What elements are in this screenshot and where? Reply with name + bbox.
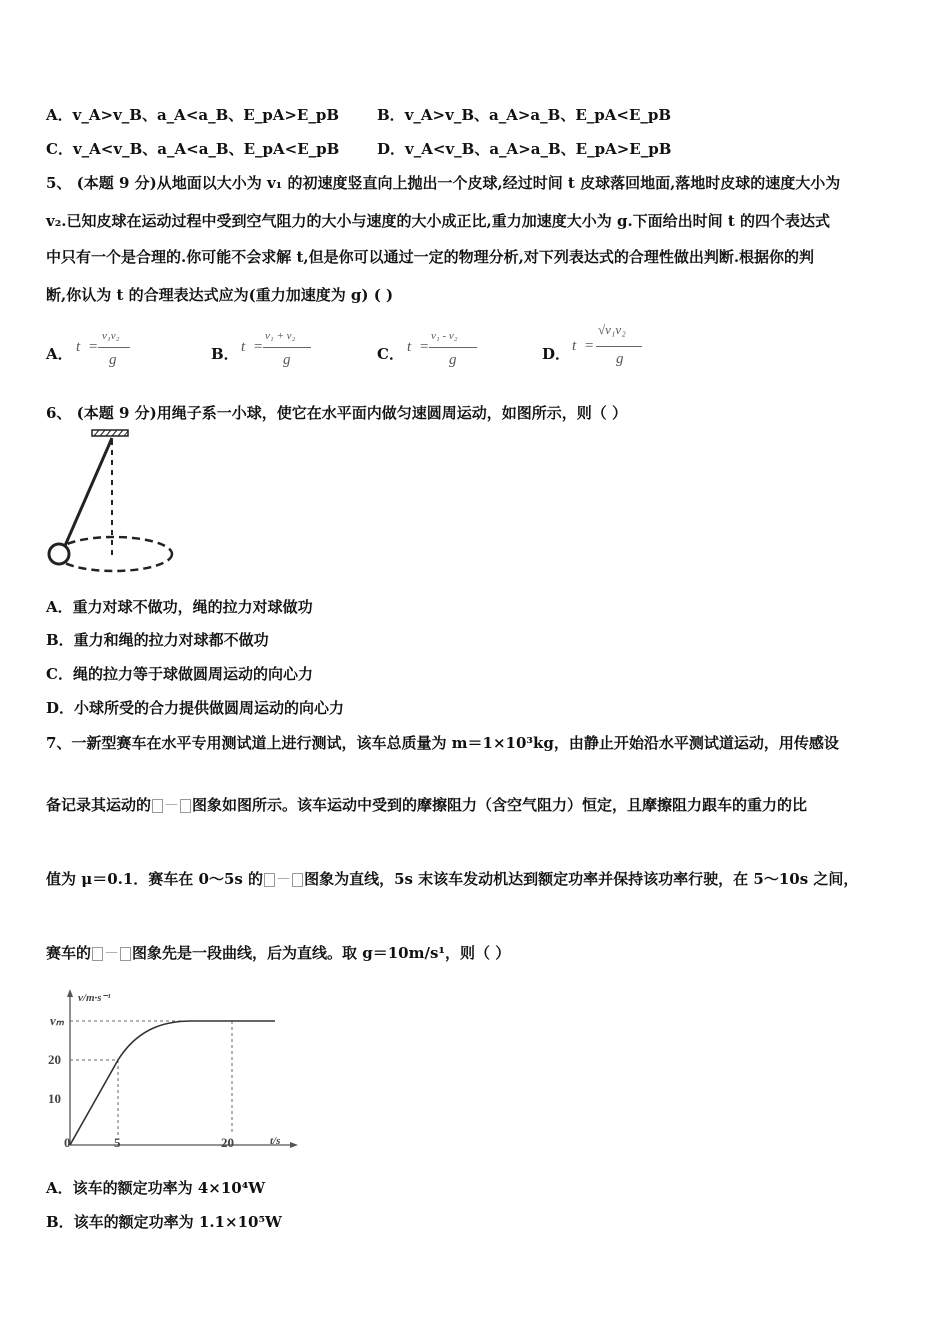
y-axis-arrow-icon [67, 989, 73, 997]
missing-glyph-icon [180, 799, 191, 813]
q6-option-a: A．重力对球不做功，绳的拉力对球做功 [46, 598, 313, 616]
y-axis-label: v/m·s⁻¹ [78, 992, 111, 1004]
rope [64, 438, 112, 548]
q7-option-a: A．该车的额定功率为 4×10⁴W [46, 1179, 266, 1197]
missing-glyph-icon [264, 873, 275, 887]
missing-glyph-icon [292, 873, 303, 887]
x-axis-label: t/s [270, 1135, 281, 1147]
q4-option-c: C．v_A<v_B、a_A<a_B、E_pA<E_pB [46, 140, 340, 158]
q5-stem-line-3: 中只有一个是合理的.你可能不会求解 t,但是你可以通过一定的物理分析,对下列表达式的合理性做出判断.根据你的判 [46, 248, 815, 266]
q5-option-a-formula: t = v₁v₂ g [76, 330, 136, 372]
q7-stem-line-2: 备记录其运动的 － 图象如图所示。该车运动中受到的摩擦阻力（含空气阻力）恒定，且摩擦阻力跟车的重力的比 [46, 796, 808, 814]
x-tick-5: 5 [114, 1135, 121, 1150]
missing-glyph-icon [92, 947, 103, 961]
q5-option-d-label: D． [542, 345, 571, 363]
x-tick-20: 20 [221, 1135, 234, 1150]
q5-stem-line-1: 5、 (本题 9 分)从地面以大小为 v₁ 的初速度竖直向上抛出一个皮球,经过时间 t 皮球落回地面,落地时皮球的速度大小为 [46, 174, 841, 192]
q7-stem-line-1: 7、一新型赛车在水平专用测试道上进行测试，该车总质量为 m＝1×10³kg，由静止开始沿水平测试道运动，用传感设 [46, 734, 839, 752]
x-tick-0: 0 [64, 1135, 71, 1150]
q5-option-b-label: B． [211, 345, 239, 363]
conical-pendulum-figure [44, 428, 184, 578]
y-tick-10: 10 [48, 1091, 61, 1106]
ball [49, 544, 69, 564]
q4-option-d-text: v_A<v_B、a_A>a_B、E_pA>E_pB [405, 140, 672, 158]
q4-option-d: D．v_A<v_B、a_A>a_B、E_pA>E_pB [377, 140, 672, 158]
q4-option-a-text: v_A>v_B、a_A<a_B、E_pA>E_pB [72, 106, 340, 124]
q7-vt-graph [40, 985, 300, 1155]
missing-glyph-icon [152, 799, 163, 813]
q5-option-a-label: A． [46, 345, 73, 363]
q7-option-b: B．该车的额定功率为 1.1×10⁵W [46, 1213, 282, 1231]
q6-option-b: B．重力和绳的拉力对球都不做功 [46, 631, 269, 649]
q4-option-a: A．v_A>v_B、a_A<a_B、E_pA>E_pB [46, 106, 340, 124]
q6-option-c: C．绳的拉力等于球做圆周运动的向心力 [46, 665, 313, 683]
circular-path [56, 537, 172, 571]
y-tick-vm: vₘ [50, 1013, 64, 1028]
vt-curve [70, 1021, 275, 1145]
q7-stem-line-3: 值为 μ＝0.1．赛车在 0～5s 的 － 图象为直线，5s 末该车发动机达到额定功率并保持该功率行驶，在 5～10s 之间， [46, 870, 859, 888]
q4-option-b-text: v_A>v_B、a_A>a_B、E_pA<E_pB [404, 106, 672, 124]
q4-option-c-text: v_A<v_B、a_A<a_B、E_pA<E_pB [72, 140, 340, 158]
q4-option-b: B．v_A>v_B、a_A>a_B、E_pA<E_pB [377, 106, 672, 124]
y-tick-20: 20 [48, 1052, 61, 1067]
x-axis-arrow-icon [290, 1142, 298, 1148]
q5-option-c-formula: t = v₁ - v₂ g [407, 330, 487, 372]
q5-stem-line-2: v₂.已知皮球在运动过程中受到空气阻力的大小与速度的大小成正比,重力加速度大小为 g.下面给出时间 t 的四个表达式 [46, 212, 831, 230]
q5-option-d-formula: t = √v₁v₂ g [572, 318, 652, 372]
q5-stem-line-4: 断,你认为 t 的合理表达式应为(重力加速度为 g) ( ) [46, 286, 394, 304]
q6-stem: 6、 (本题 9 分)用绳子系一小球，使它在水平面内做匀速圆周运动，如图所示，则（ ） [46, 404, 627, 422]
q5-option-b-formula: t = v₁ + v₂ g [241, 330, 321, 372]
q5-option-c-label: C． [377, 345, 404, 363]
q6-option-d: D．小球所受的合力提供做圆周运动的向心力 [46, 699, 345, 717]
missing-glyph-icon [120, 947, 131, 961]
q7-stem-line-4: 赛车的 － 图象先是一段曲线，后为直线。取 g＝10m/s¹，则（ ） [46, 944, 511, 962]
